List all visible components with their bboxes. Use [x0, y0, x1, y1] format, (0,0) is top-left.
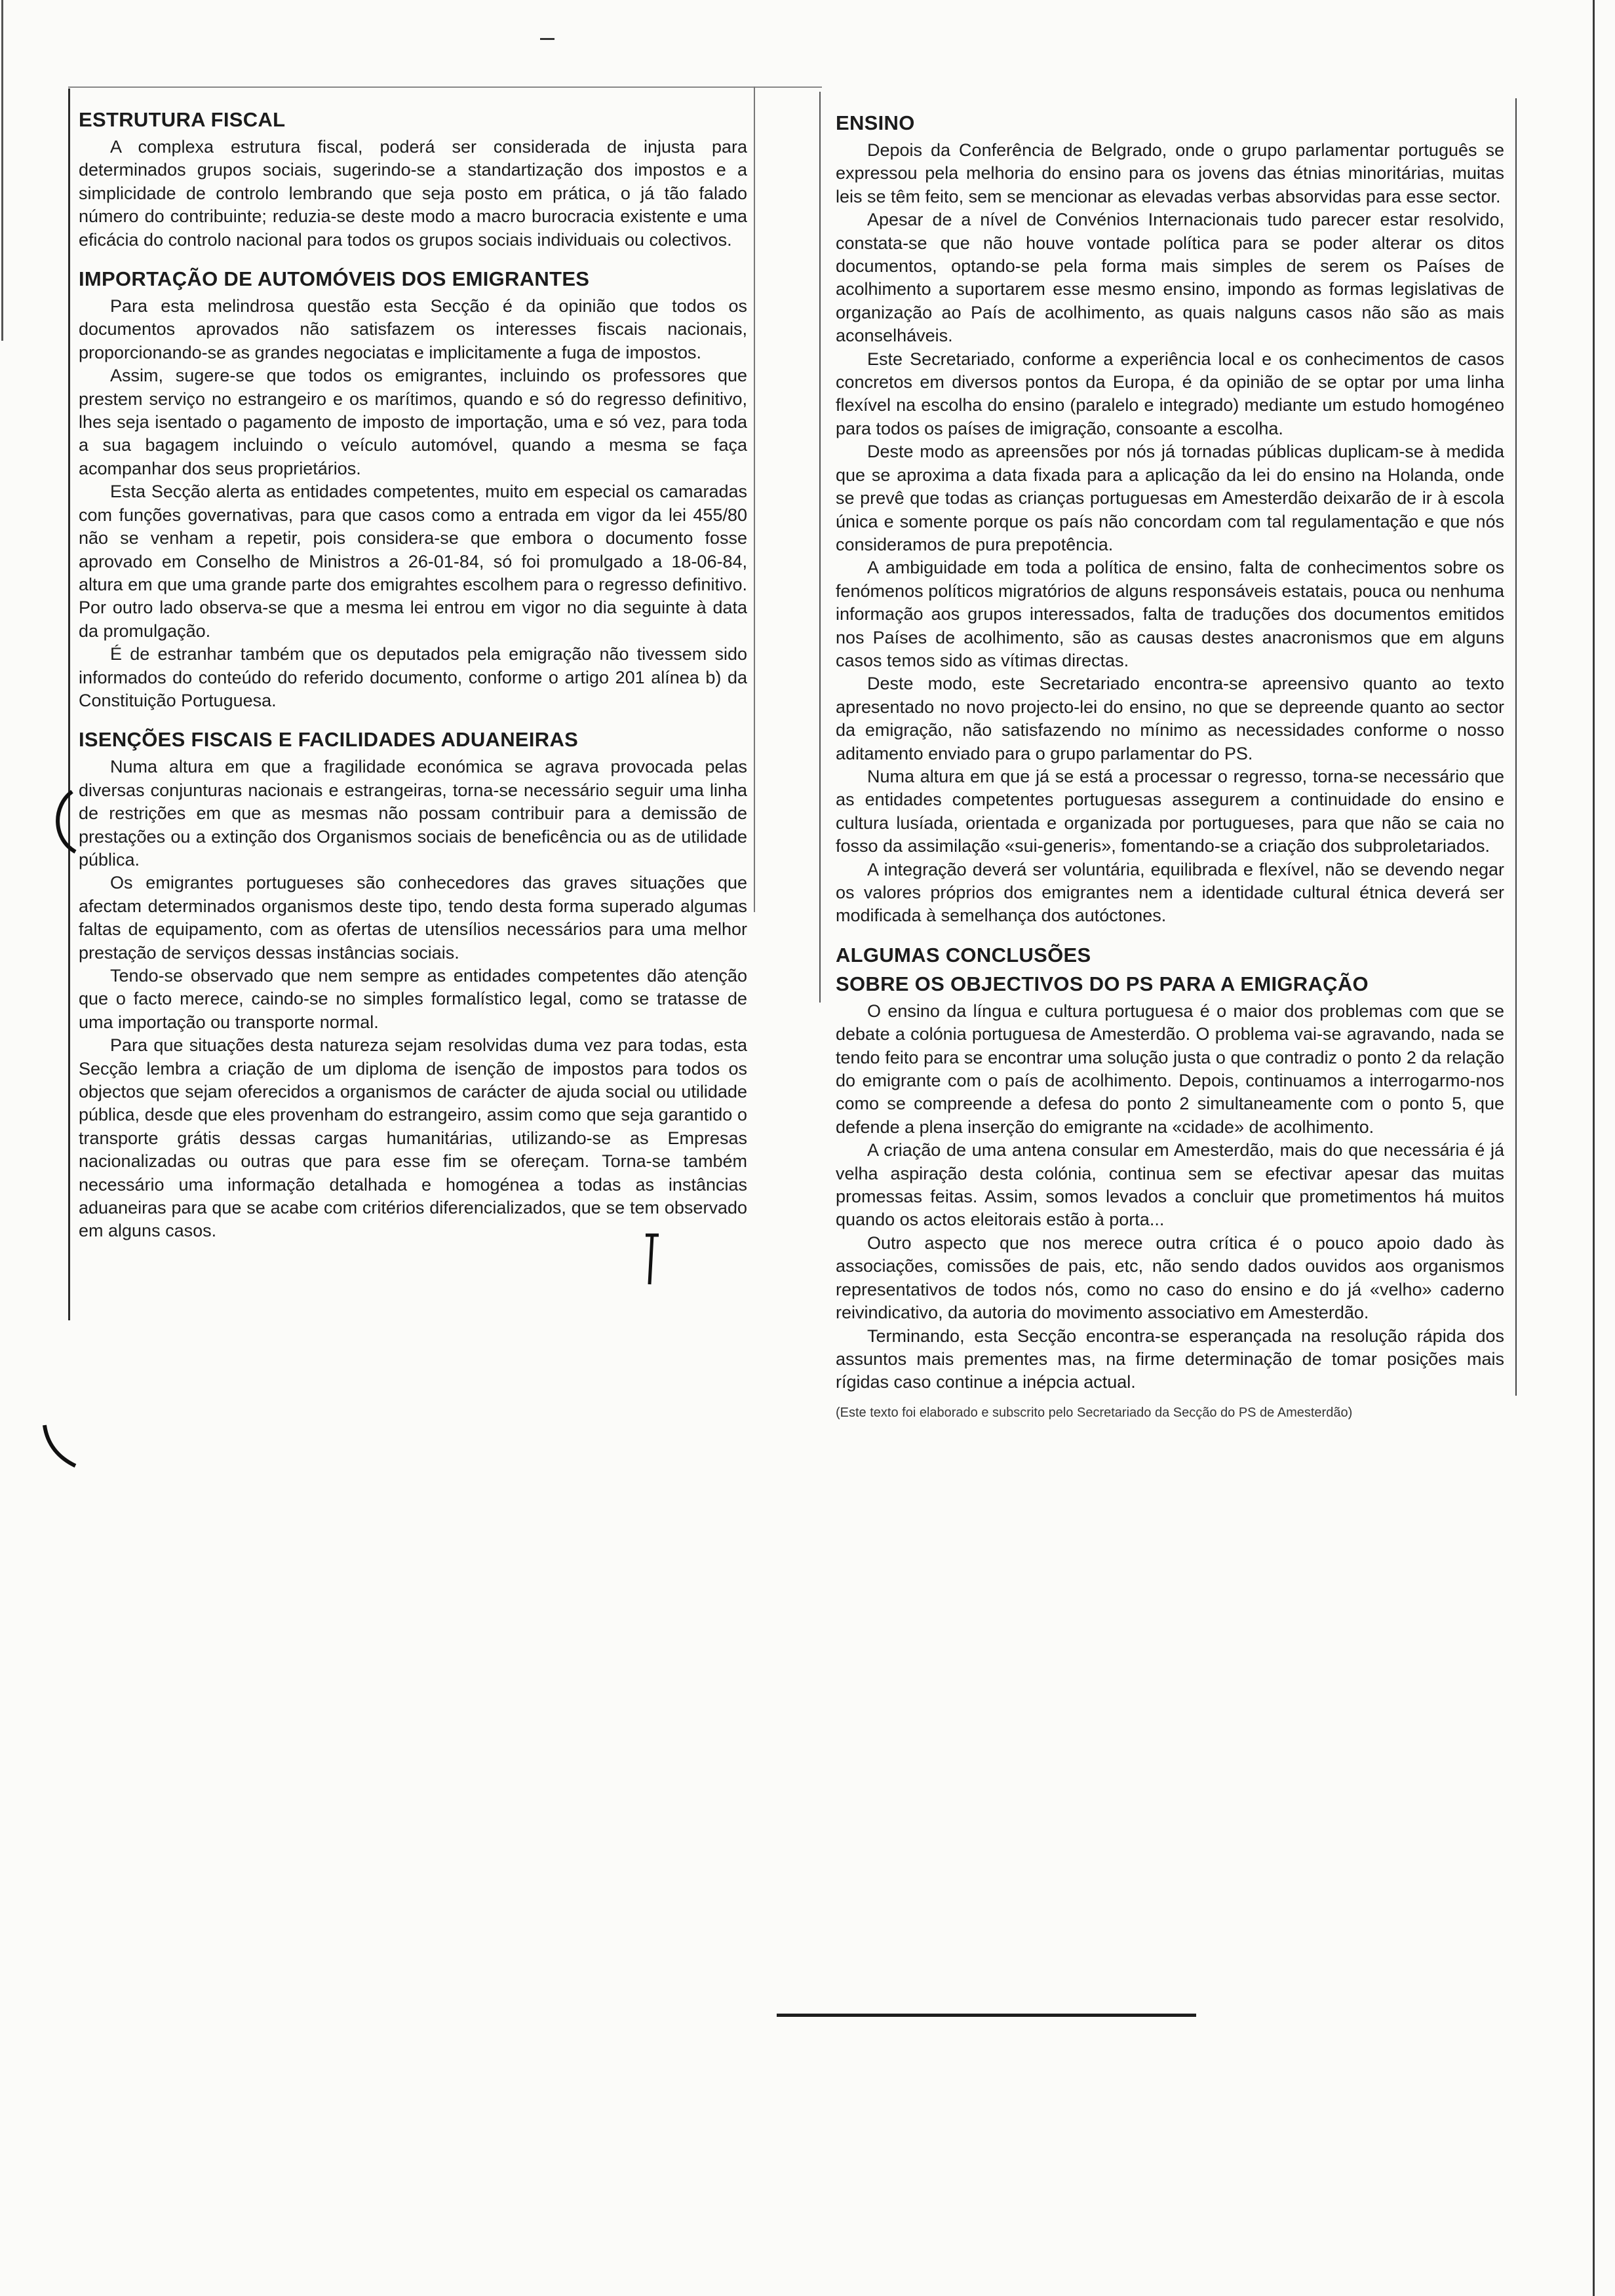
paragraph: A complexa estrutura fiscal, poderá ser considerada de injusta para determinados grupos sociais, sugerindo-se a standartização dos impostos e a simplicidade de controlo lembrando que seja posto em prática, o já tão falado número do contribuinte; reduzia-se deste modo a macro burocracia existente e uma eficácia do controlo nacional para todos os grupos sociais individuais ou colectivos. — [79, 137, 747, 250]
paragraph: Tendo-se observado que nem sempre as entidades competentes dão atenção que o facto merece, caindo-se no simples formalístico legal, como se tratasse de uma importação ou transporte normal. — [79, 966, 747, 1032]
paragraph: Este Secretariado, conforme a experiência local e os conhecimentos de casos concretos em diversos pontos da Europa, é da opinião de se optar por uma linha flexível na escolha do ensino (paralelo e integrado) mediante um estudo homogéneo para todos os países de imigração, consoante a escolha. — [836, 349, 1504, 438]
authorship-note: (Este texto foi elaborado e subscrito pelo Secretariado da Secção do PS de Amesterdão) — [836, 1405, 1353, 1420]
paragraph: Deste modo, este Secretariado encontra-se apreensivo quanto ao texto apresentado no novo projecto-lei do ensino, no que se depreende quanto ao sector da emigração, não satisfazendo no mínimo as necessidades conforme o nosso aditamento enviado para o grupo parlamentar do PS. — [836, 674, 1504, 763]
article-end-rule — [777, 2014, 1196, 2017]
paragraph: Apesar de a nível de Convénios Internacionais tudo parecer estar resolvido, constata-se que não houve vontade política para se poder alterar os ditos documentos, optando-se pela forma mais simples de serem os Países de acolhimento a suportarem esse mesmo ensino, impondo as formas legislativas de organização ao País de acolhimento, as quais nalguns casos não são as mais aconselháveis. — [836, 210, 1504, 346]
paragraph: Numa altura em que a fragilidade económica se agrava provocada pelas diversas conjunturas nacionais e estrangeiras, torna-se necessário seguir uma linha de restrições em que as mesmas não possam contribuir para a demissão de prestações ou a extinção dos Organismos sociais de beneficência ou as de utilidade pública. — [79, 757, 747, 870]
paragraph: Esta Secção alerta as entidades competentes, muito em especial os camaradas com funções governativas, para que casos como a entrada em vigor da lei 455/80 não se venham a repetir, pois considera-se que embora o documento fosse aprovado em Conselho de Ministros a 26-01-84, só foi promulgado a 18-06-84, altura em que uma grande parte dos emigrahtes escolhem para o regresso definitivo. Por outro lado observa-se que a mesma lei entrou em vigor no dia seguinte à data da promulgação. — [79, 482, 747, 641]
left-column — [79, 102, 747, 1243]
paragraph: A criação de uma antena consular em Amesterdão, mais do que necessária é já velha aspiração desta colónia, continua sem se efectivar apesar das muitas promessas feitas. Assim, somos levados a concluir que prometimentos há muitos quando os actos eleitorais estão à porta... — [836, 1140, 1504, 1230]
left-margin-rule — [68, 88, 70, 1320]
page-dash — [540, 38, 555, 40]
paragraph: A ambiguidade em toda a política de ensino, falta de conhecimentos sobre os fenómenos políticos migratórios de alguns responsáveis estatais, pouca ou nenhuma informação aos grupos interessados, falta de traduções dos documentos emitidos nos Países de acolhimento, são as causas destes anacronismos que em alguns casos temos sido as vítimas directas. — [836, 558, 1504, 670]
frame-top-rule — [68, 86, 822, 88]
right-column — [836, 105, 1504, 1422]
paragraph: Terminando, esta Secção encontra-se esperançada na resolução rápida dos assuntos mais prementes mas, na firme determinação de tomar posições mais rígidas caso continue a inépcia actual. — [836, 1326, 1504, 1392]
right-margin-rule — [1515, 98, 1517, 1396]
paragraph: Outro aspecto que nos merece outra crítica é o pouco apoio dado às associações, comissões de pais, etc, não sendo dados ouvidos aos organismos representativos de todos nós, como no caso do ensino e do já «velho» caderno reivindicativo, da autoria do movimento associativo em Amesterdão. — [836, 1233, 1504, 1323]
heading-algumas-conclusoes: ALGUMAS CONCLUSÕES — [836, 943, 1091, 966]
handwritten-check-mark — [39, 1419, 85, 1471]
column-divider-rule — [754, 86, 755, 912]
paragraph: O ensino da língua e cultura portuguesa é o maior dos problemas com que se debate a colónia portuguesa de Amesterdão. O problema vai-se agravando, nada se tendo feito para se encontrar uma solução justa o que contradiz o ponto 2 da relação do emigrante com o país de acolhimento. Depois, continuamos a interrogarmo-nos como se compreende a defesa do ponto 2 simultaneamente com o ponto 5, que defende a plena inserção do emigrante na «cidade» de acolhimento. — [836, 1001, 1504, 1137]
heading-isencoes-fiscais: ISENÇÕES FISCAIS E FACILIDADES ADUANEIRAS — [79, 728, 579, 752]
paragraph: Os emigrantes portugueses são conhecedores das graves situações que afectam determinados organismos deste tipo, tendo desta forma superado algumas faltas de equipamento, com as ofertas de utensílios necessários para uma melhor prestação de serviços dessas instâncias sociais. — [79, 873, 747, 963]
paragraph: Assim, sugere-se que todos os emigrantes, incluindo os professores que prestem serviço no estrangeiro e os marítimos, quando e só do regresso definitivo, lhes seja isentado o pagamento de imposto de importação, uma e só vez, para toda a sua bagagem incluindo o veículo automóvel, quando a mesma se faça acompanhar dos seus proprietários. — [79, 366, 747, 478]
heading-estrutura-fiscal: ESTRUTURA FISCAL — [79, 108, 286, 131]
heading-importacao-automoveis: IMPORTAÇÃO DE AUTOMÓVEIS DOS EMIGRANTES — [79, 267, 590, 291]
paragraph: A integração deverá ser voluntária, equilibrada e flexível, não se devendo negar os valores próprios dos emigrantes nem a identidade cultural étnica deverá ser modificada à semelhança dos autóctones. — [836, 859, 1504, 926]
scan-edge-left — [1, 0, 3, 341]
paragraph: É de estranhar também que os deputados pela emigração não tivessem sido informados do conteúdo do referido documento, conforme o artigo 201 alínea b) da Constituição Portuguesa. — [79, 644, 747, 710]
paragraph: Deste modo as apreensões por nós já tornadas públicas duplicam-se à medida que se aproxima a data fixada para a aplicação da lei do ensino na Holanda, onde se prevê que todas as crianças portuguesas em Amesterdão deixarão de ir à escola única e somente porque os país não concordam com tal regulamentação e que nós consideramos de pura prepotência. — [836, 442, 1504, 554]
paragraph: Para esta melindrosa questão esta Secção é da opinião que todos os documentos aprovados não satisfazem os interesses fiscais nacionais, proporcionando-se as grandes negociatas e implicitamente a fuga de impostos. — [79, 296, 747, 362]
paragraph: Numa altura em que já se está a processar o regresso, torna-se necessário que as entidades competentes portuguesas assegurem a continuidade do ensino e cultura lusíada, orientada e organizada por portugueses, para que não se caia no fosso da assimilação «sui-generis», fomentando-se a criação dos subproletariados. — [836, 766, 1504, 856]
subheading-objectivos-ps: SOBRE OS OBJECTIVOS DO PS PARA A EMIGRAÇÃO — [836, 972, 1369, 995]
heading-ensino: ENSINO — [836, 111, 915, 134]
column-divider-rule-2 — [819, 92, 821, 1003]
paragraph: Para que situações desta natureza sejam resolvidas duma vez para todas, esta Secção lembra a criação de um diploma de isenção de impostos para todos os objectos que sejam oferecidos a organismos de carácter de ajuda social ou utilidade pública, desde que eles provenham do estrangeiro, assim como que seja garantido o transporte grátis dessas cargas humanitárias, utilizando-se as Empresas nacionalizadas ou outras que para esse fim se ofereçam. Torna-se também necessário uma informação detalhada e homogénea a todas as instâncias aduaneiras para que se acabe com critérios diferencializados, que se tem observado em alguns casos. — [79, 1035, 747, 1241]
scan-edge-right — [1593, 0, 1595, 2296]
paragraph: Depois da Conferência de Belgrado, onde o grupo parlamentar português se expressou pela melhoria do ensino para os jovens das étnias minoritárias, muitas leis se têm feito, sem se mencionar as elevadas verbas absorvidas para esse sector. — [836, 140, 1504, 206]
